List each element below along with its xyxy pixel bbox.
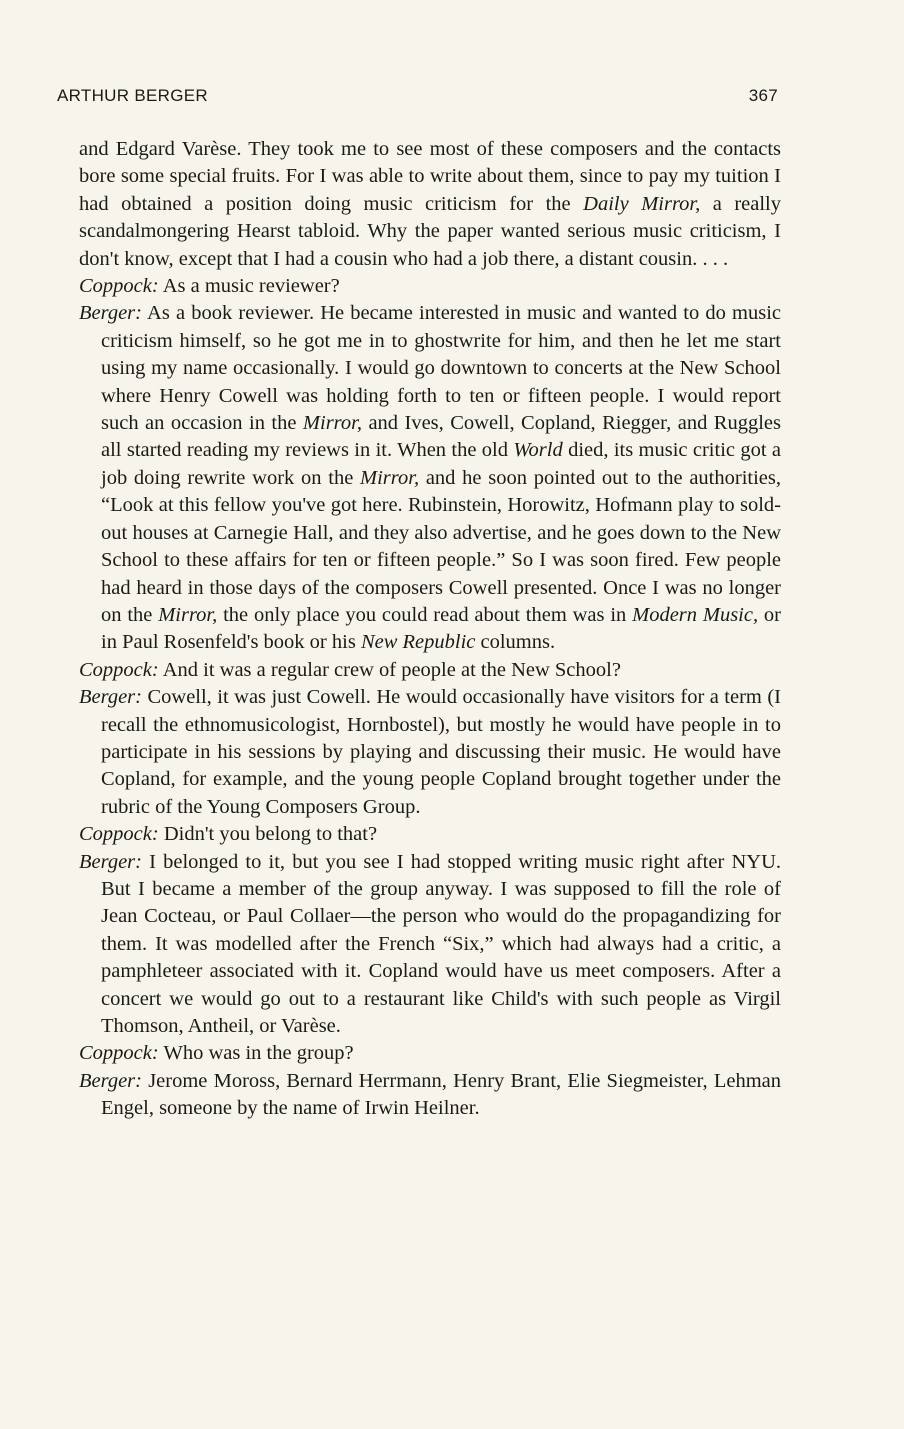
segment: and Edgard Varèse. They took me to see most of these composers and the contacts bore some special fruits. For I was able to write about them, since to pay my tuition I had obtained a position doing music criticism for the xyxy=(79,138,781,215)
paragraph-2 xyxy=(57,300,781,656)
running-title: ARTHUR BERGER xyxy=(57,86,208,105)
segment: columns. xyxy=(475,631,556,654)
paragraph-4 xyxy=(57,684,781,821)
segment: Didn't you belong to that? xyxy=(163,823,378,846)
segment: As a music reviewer? xyxy=(162,275,340,298)
italic-title: New Republic xyxy=(360,631,476,654)
segment: I belonged to it, but you see I had stopped writing music right after NYU. But I became a member of the group anyway. I was supposed to fill the role of Jean Cocteau, or Paul Collaer—the person who would do the propagandizing for them. It was modelled after the French “Six,” which had always had a critic, a pamphleteer associated with it. Copland would have us meet composers. After a concert we would go out to a restaurant like Child's with such people as Virgil Thomson, Antheil, or Varèse. xyxy=(101,850,781,1037)
segment: or in Paul Rosenfeld's book or his xyxy=(101,603,782,654)
segment: a really scandalmongering Hearst tabloid. Why the paper wanted serious music criticism, I don't know, except that I had a cousin who had a job there, a distant cousin. . . . xyxy=(79,192,782,270)
italic-title: Mirror, xyxy=(302,412,362,435)
segment: Jerome Moross, Bernard Herrmann, Henry Brant, Elie Siegmeister, Lehman Engel, someone by the name of Irwin Heilner. xyxy=(101,1069,782,1120)
segment: Cowell, it was just Cowell. He would occasionally have visitors for a term (I recall the ethnomusicologist, Hornbostel), but mostly he would have people in to participate in his sessions by playing and discussing their music. He would have Copland, for example, and the young people Copland brought together under the rubric of the Young Composers Group. xyxy=(101,686,781,818)
italic-title: Mirror, xyxy=(158,603,218,626)
paragraph-1 xyxy=(57,273,781,300)
segment: died, its music critic got a job doing rewrite work on the xyxy=(101,439,781,489)
speaker-label: Berger: xyxy=(79,302,142,325)
italic-title: World xyxy=(513,439,563,462)
speaker-label: Berger: xyxy=(79,850,142,873)
italic-title: Mirror, xyxy=(360,466,420,489)
italic-title: Modern Music, xyxy=(632,603,759,626)
paragraph-3 xyxy=(57,657,781,684)
paragraph-5 xyxy=(57,821,781,848)
paragraph-6 xyxy=(57,849,781,1041)
segment: and Ives, Cowell, Copland, Riegger, and Ruggles all started reading my reviews in it. When the old xyxy=(101,412,781,462)
speaker-label: Coppock: xyxy=(79,823,159,846)
speaker-label: Coppock: xyxy=(79,1042,159,1065)
paragraph-8 xyxy=(57,1068,781,1123)
segment: Who was in the group? xyxy=(163,1042,354,1065)
segment: As a book reviewer. He became interested in music and wanted to do music criticism himself, so he got me in to ghostwrite for him, and then he let me start using my name occasionally. I would go downtown to concerts at the New School where Henry Cowell was holding forth to ten or fifteen people. I would report such an occasion in the xyxy=(101,302,781,435)
speaker-label: Berger: xyxy=(79,686,142,709)
paragraph-0 xyxy=(57,136,781,273)
segment: the only place you could read about them was in xyxy=(217,603,633,626)
speaker-label: Berger: xyxy=(79,1069,142,1092)
speaker-label: Coppock: xyxy=(79,658,159,681)
paragraph-7 xyxy=(57,1040,781,1067)
running-head xyxy=(57,86,778,106)
speaker-label: Coppock: xyxy=(79,275,159,298)
italic-title: Daily Mirror, xyxy=(583,192,701,215)
interview-transcript xyxy=(57,136,781,1123)
page-number: 367 xyxy=(748,86,778,105)
segment: and he soon pointed out to the authorities, “Look at this fellow you've got here. Rubinstein, Horowitz, Hofmann play to sold-out houses at Carnegie Hall, and they also advertise, and he goes down to the New School to these affairs for ten or fifteen people.” So I was soon fired. Few people had heard in those days of the composers Cowell presented. Once I was no longer on the xyxy=(101,466,781,626)
segment: And it was a regular crew of people at the New School? xyxy=(162,658,621,681)
